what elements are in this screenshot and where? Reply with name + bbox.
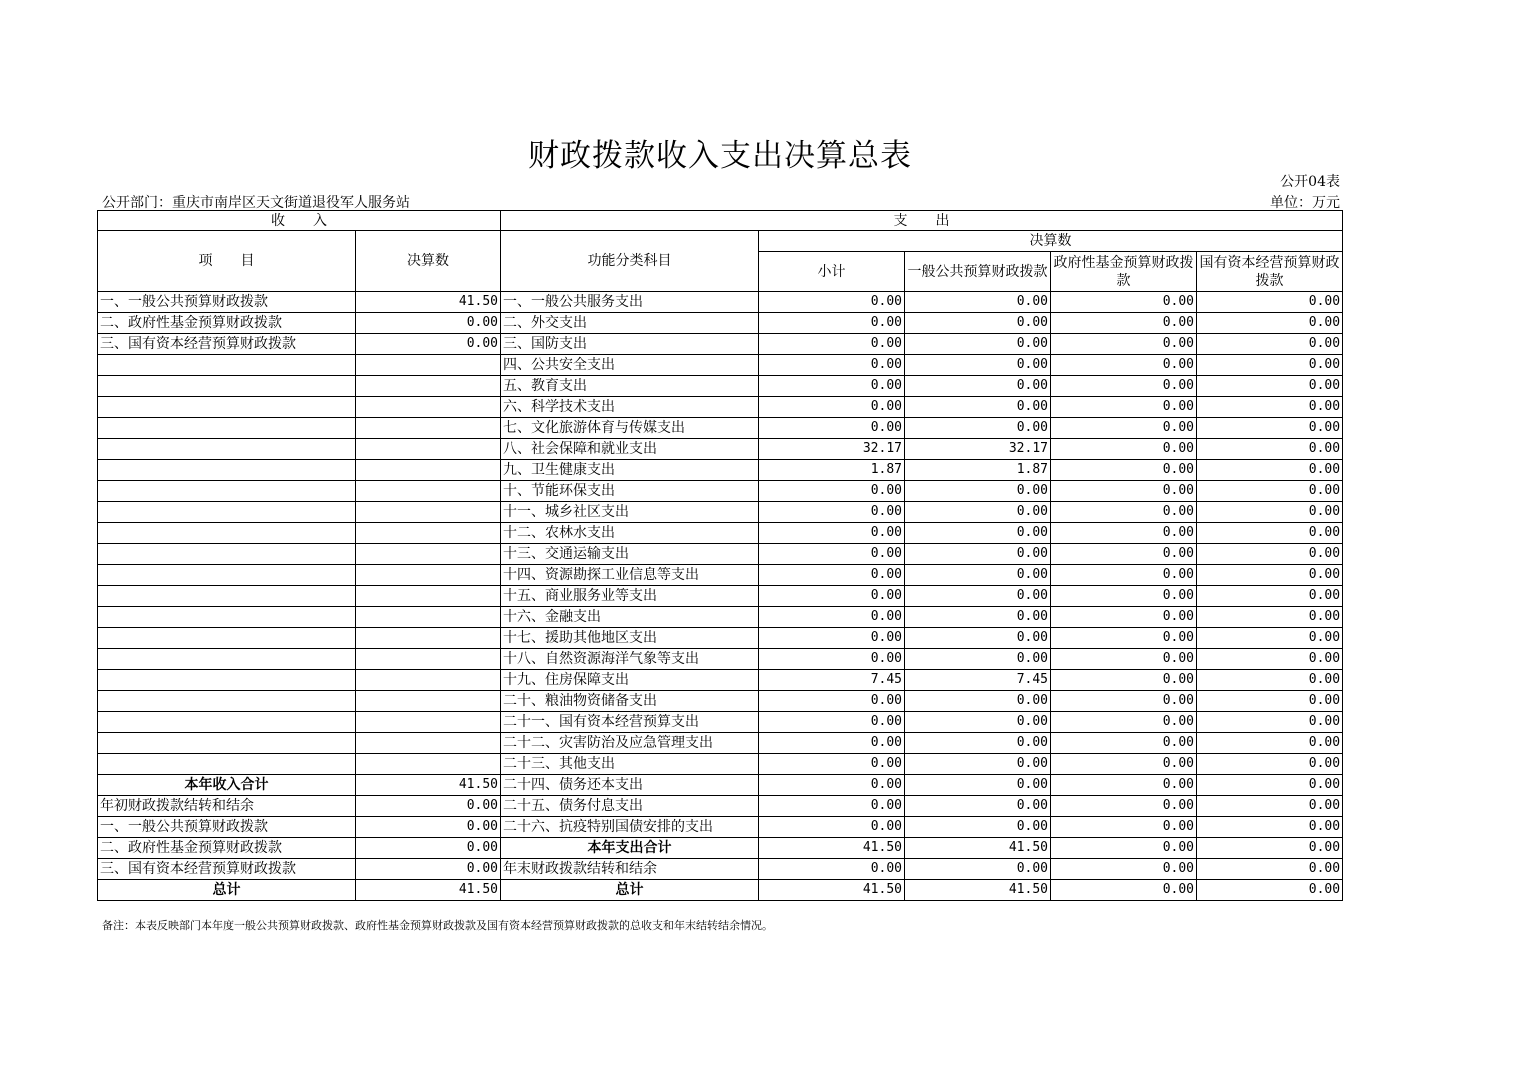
income-amount-cell: 0.00 bbox=[356, 334, 501, 355]
gov-fund-cell: 0.00 bbox=[1051, 775, 1197, 796]
expense-item-cell: 九、卫生健康支出 bbox=[501, 460, 759, 481]
subtotal-cell: 0.00 bbox=[759, 397, 905, 418]
expense-item-cell: 七、文化旅游体育与传媒支出 bbox=[501, 418, 759, 439]
income-amount-cell bbox=[356, 502, 501, 523]
general-budget-cell: 0.00 bbox=[905, 376, 1051, 397]
general-budget-cell: 0.00 bbox=[905, 817, 1051, 838]
subtotal-cell: 41.50 bbox=[759, 838, 905, 859]
subtotal-cell: 0.00 bbox=[759, 586, 905, 607]
state-capital-cell: 0.00 bbox=[1197, 670, 1343, 691]
expense-item-cell: 二十四、债务还本支出 bbox=[501, 775, 759, 796]
gov-fund-cell: 0.00 bbox=[1051, 754, 1197, 775]
income-item-cell bbox=[98, 376, 356, 397]
income-item-cell bbox=[98, 544, 356, 565]
general-budget-header: 一般公共预算财政拨款 bbox=[905, 252, 1051, 292]
gov-fund-cell: 0.00 bbox=[1051, 544, 1197, 565]
subtotal-cell: 0.00 bbox=[759, 565, 905, 586]
table-row bbox=[98, 418, 1343, 439]
subtotal-cell: 0.00 bbox=[759, 628, 905, 649]
gov-fund-cell: 0.00 bbox=[1051, 292, 1197, 313]
income-amount-cell: 41.50 bbox=[356, 775, 501, 796]
state-capital-cell: 0.00 bbox=[1197, 754, 1343, 775]
state-capital-cell: 0.00 bbox=[1197, 481, 1343, 502]
item-header: 项 目 bbox=[98, 231, 356, 292]
state-capital-cell: 0.00 bbox=[1197, 733, 1343, 754]
general-budget-cell: 0.00 bbox=[905, 481, 1051, 502]
expense-item-cell: 十五、商业服务业等支出 bbox=[501, 586, 759, 607]
income-amount-cell bbox=[356, 628, 501, 649]
income-item-cell: 一、一般公共预算财政拨款 bbox=[98, 292, 356, 313]
subtotal-header: 小计 bbox=[759, 252, 905, 292]
general-budget-cell: 0.00 bbox=[905, 733, 1051, 754]
state-capital-cell: 0.00 bbox=[1197, 418, 1343, 439]
table-body bbox=[98, 292, 1343, 901]
income-header: 收 入 bbox=[98, 211, 501, 231]
general-budget-cell: 0.00 bbox=[905, 691, 1051, 712]
expense-item-cell: 十、节能环保支出 bbox=[501, 481, 759, 502]
income-item-cell: 本年收入合计 bbox=[98, 775, 356, 796]
expense-item-cell: 二十五、债务付息支出 bbox=[501, 796, 759, 817]
state-capital-cell: 0.00 bbox=[1197, 817, 1343, 838]
state-capital-cell: 0.00 bbox=[1197, 607, 1343, 628]
general-budget-cell: 0.00 bbox=[905, 544, 1051, 565]
table-row bbox=[98, 355, 1343, 376]
subtotal-cell: 0.00 bbox=[759, 334, 905, 355]
gov-fund-cell: 0.00 bbox=[1051, 670, 1197, 691]
expense-item-cell: 二十三、其他支出 bbox=[501, 754, 759, 775]
expense-item-cell: 二、外交支出 bbox=[501, 313, 759, 334]
footnote: 备注：本表反映部门本年度一般公共预算财政拨款、政府性基金预算财政拨款及国有资本经营预算财政拨款的总收支和年末结转结余情况。 bbox=[102, 919, 773, 932]
state-capital-cell: 0.00 bbox=[1197, 313, 1343, 334]
table-row bbox=[98, 460, 1343, 481]
gov-fund-cell: 0.00 bbox=[1051, 418, 1197, 439]
state-capital-cell: 0.00 bbox=[1197, 628, 1343, 649]
gov-fund-cell: 0.00 bbox=[1051, 607, 1197, 628]
income-item-cell bbox=[98, 355, 356, 376]
income-amount-cell bbox=[356, 670, 501, 691]
expense-item-cell: 三、国防支出 bbox=[501, 334, 759, 355]
general-budget-cell: 7.45 bbox=[905, 670, 1051, 691]
table-row bbox=[98, 817, 1343, 838]
income-amount-cell bbox=[356, 544, 501, 565]
expense-item-cell: 二十六、抗疫特别国债安排的支出 bbox=[501, 817, 759, 838]
general-budget-cell: 0.00 bbox=[905, 334, 1051, 355]
subtotal-cell: 0.00 bbox=[759, 418, 905, 439]
income-amount-cell bbox=[356, 460, 501, 481]
general-budget-cell: 0.00 bbox=[905, 607, 1051, 628]
table-row bbox=[98, 691, 1343, 712]
table-row bbox=[98, 481, 1343, 502]
general-budget-cell: 0.00 bbox=[905, 649, 1051, 670]
general-budget-cell: 0.00 bbox=[905, 565, 1051, 586]
general-budget-cell: 0.00 bbox=[905, 796, 1051, 817]
subtotal-cell: 1.87 bbox=[759, 460, 905, 481]
income-amount-cell bbox=[356, 586, 501, 607]
subtotal-cell: 0.00 bbox=[759, 775, 905, 796]
subtotal-cell: 0.00 bbox=[759, 523, 905, 544]
expense-item-cell: 四、公共安全支出 bbox=[501, 355, 759, 376]
state-capital-cell: 0.00 bbox=[1197, 334, 1343, 355]
general-budget-cell: 0.00 bbox=[905, 313, 1051, 334]
amount-header: 决算数 bbox=[356, 231, 501, 292]
subtotal-cell: 0.00 bbox=[759, 355, 905, 376]
income-amount-cell: 41.50 bbox=[356, 880, 501, 901]
budget-table bbox=[97, 210, 1343, 901]
table-row bbox=[98, 838, 1343, 859]
expense-item-cell: 总计 bbox=[501, 880, 759, 901]
state-capital-cell: 0.00 bbox=[1197, 376, 1343, 397]
expense-item-cell: 本年支出合计 bbox=[501, 838, 759, 859]
subtotal-cell: 0.00 bbox=[759, 817, 905, 838]
subtotal-cell: 0.00 bbox=[759, 691, 905, 712]
income-item-cell bbox=[98, 649, 356, 670]
table-row bbox=[98, 712, 1343, 733]
income-amount-cell bbox=[356, 607, 501, 628]
state-capital-header: 国有资本经营预算财政拨款 bbox=[1197, 252, 1343, 292]
table-row bbox=[98, 649, 1343, 670]
expense-item-cell: 五、教育支出 bbox=[501, 376, 759, 397]
state-capital-cell: 0.00 bbox=[1197, 439, 1343, 460]
gov-fund-cell: 0.00 bbox=[1051, 859, 1197, 880]
gov-fund-cell: 0.00 bbox=[1051, 880, 1197, 901]
expense-item-cell: 六、科学技术支出 bbox=[501, 397, 759, 418]
subtotal-cell: 41.50 bbox=[759, 880, 905, 901]
subtotal-cell: 0.00 bbox=[759, 754, 905, 775]
table-row bbox=[98, 439, 1343, 460]
income-amount-cell bbox=[356, 376, 501, 397]
subtotal-cell: 0.00 bbox=[759, 607, 905, 628]
expense-item-cell: 十一、城乡社区支出 bbox=[501, 502, 759, 523]
expense-item-cell: 十四、资源勘探工业信息等支出 bbox=[501, 565, 759, 586]
subtotal-cell: 7.45 bbox=[759, 670, 905, 691]
income-amount-cell bbox=[356, 439, 501, 460]
state-capital-cell: 0.00 bbox=[1197, 775, 1343, 796]
gov-fund-header: 政府性基金预算财政拨款 bbox=[1051, 252, 1197, 292]
general-budget-cell: 0.00 bbox=[905, 859, 1051, 880]
general-budget-cell: 0.00 bbox=[905, 712, 1051, 733]
state-capital-cell: 0.00 bbox=[1197, 523, 1343, 544]
gov-fund-cell: 0.00 bbox=[1051, 817, 1197, 838]
subtotal-cell: 32.17 bbox=[759, 439, 905, 460]
income-amount-cell bbox=[356, 355, 501, 376]
income-item-cell bbox=[98, 733, 356, 754]
gov-fund-cell: 0.00 bbox=[1051, 838, 1197, 859]
table-row bbox=[98, 733, 1343, 754]
subtotal-cell: 0.00 bbox=[759, 796, 905, 817]
gov-fund-cell: 0.00 bbox=[1051, 502, 1197, 523]
income-item-cell bbox=[98, 397, 356, 418]
income-amount-cell bbox=[356, 712, 501, 733]
income-item-cell bbox=[98, 712, 356, 733]
income-item-cell bbox=[98, 754, 356, 775]
income-item-cell: 二、政府性基金预算财政拨款 bbox=[98, 838, 356, 859]
form-number: 公开04表 bbox=[1280, 174, 1340, 190]
gov-fund-cell: 0.00 bbox=[1051, 586, 1197, 607]
general-budget-cell: 32.17 bbox=[905, 439, 1051, 460]
general-budget-cell: 41.50 bbox=[905, 880, 1051, 901]
gov-fund-cell: 0.00 bbox=[1051, 355, 1197, 376]
expense-header: 支 出 bbox=[501, 211, 1343, 231]
income-item-cell bbox=[98, 481, 356, 502]
income-item-cell: 年初财政拨款结转和结余 bbox=[98, 796, 356, 817]
state-capital-cell: 0.00 bbox=[1197, 502, 1343, 523]
subtotal-cell: 0.00 bbox=[759, 376, 905, 397]
expense-item-cell: 十八、自然资源海洋气象等支出 bbox=[501, 649, 759, 670]
table-row bbox=[98, 607, 1343, 628]
gov-fund-cell: 0.00 bbox=[1051, 334, 1197, 355]
income-amount-cell bbox=[356, 397, 501, 418]
income-amount-cell: 0.00 bbox=[356, 796, 501, 817]
expense-item-cell: 二十一、国有资本经营预算支出 bbox=[501, 712, 759, 733]
gov-fund-cell: 0.00 bbox=[1051, 376, 1197, 397]
gov-fund-cell: 0.00 bbox=[1051, 523, 1197, 544]
table-row bbox=[98, 628, 1343, 649]
income-amount-cell bbox=[356, 754, 501, 775]
income-amount-cell: 41.50 bbox=[356, 292, 501, 313]
income-item-cell bbox=[98, 523, 356, 544]
expense-item-cell: 一、一般公共服务支出 bbox=[501, 292, 759, 313]
gov-fund-cell: 0.00 bbox=[1051, 712, 1197, 733]
table-row bbox=[98, 502, 1343, 523]
state-capital-cell: 0.00 bbox=[1197, 460, 1343, 481]
table-row bbox=[98, 334, 1343, 355]
table-row bbox=[98, 376, 1343, 397]
function-subject-header: 功能分类科目 bbox=[501, 231, 759, 292]
general-budget-cell: 41.50 bbox=[905, 838, 1051, 859]
expense-item-cell: 十二、农林水支出 bbox=[501, 523, 759, 544]
gov-fund-cell: 0.00 bbox=[1051, 460, 1197, 481]
general-budget-cell: 0.00 bbox=[905, 418, 1051, 439]
general-budget-cell: 0.00 bbox=[905, 502, 1051, 523]
table-row bbox=[98, 292, 1343, 313]
subtotal-cell: 0.00 bbox=[759, 649, 905, 670]
income-item-cell bbox=[98, 691, 356, 712]
subtotal-cell: 0.00 bbox=[759, 313, 905, 334]
gov-fund-cell: 0.00 bbox=[1051, 796, 1197, 817]
state-capital-cell: 0.00 bbox=[1197, 880, 1343, 901]
subtotal-cell: 0.00 bbox=[759, 481, 905, 502]
page-title: 财政拨款收入支出决算总表 bbox=[528, 138, 912, 174]
expense-item-cell: 二十、粮油物资储备支出 bbox=[501, 691, 759, 712]
state-capital-cell: 0.00 bbox=[1197, 544, 1343, 565]
income-amount-cell bbox=[356, 649, 501, 670]
general-budget-cell: 0.00 bbox=[905, 523, 1051, 544]
table-row bbox=[98, 880, 1343, 901]
state-capital-cell: 0.00 bbox=[1197, 397, 1343, 418]
income-item-cell bbox=[98, 628, 356, 649]
income-item-cell bbox=[98, 502, 356, 523]
general-budget-cell: 0.00 bbox=[905, 292, 1051, 313]
table-row bbox=[98, 796, 1343, 817]
income-item-cell: 一、一般公共预算财政拨款 bbox=[98, 817, 356, 838]
table-row bbox=[98, 313, 1343, 334]
department-label: 公开部门：重庆市南岸区天文街道退役军人服务站 bbox=[102, 195, 410, 211]
gov-fund-cell: 0.00 bbox=[1051, 481, 1197, 502]
state-capital-cell: 0.00 bbox=[1197, 859, 1343, 880]
state-capital-cell: 0.00 bbox=[1197, 565, 1343, 586]
subtotal-cell: 0.00 bbox=[759, 859, 905, 880]
income-amount-cell: 0.00 bbox=[356, 313, 501, 334]
subtotal-cell: 0.00 bbox=[759, 733, 905, 754]
income-item-cell bbox=[98, 565, 356, 586]
gov-fund-cell: 0.00 bbox=[1051, 649, 1197, 670]
income-amount-cell bbox=[356, 565, 501, 586]
gov-fund-cell: 0.00 bbox=[1051, 733, 1197, 754]
income-amount-cell: 0.00 bbox=[356, 817, 501, 838]
general-budget-cell: 0.00 bbox=[905, 628, 1051, 649]
expense-item-cell: 十九、住房保障支出 bbox=[501, 670, 759, 691]
table-row bbox=[98, 397, 1343, 418]
gov-fund-cell: 0.00 bbox=[1051, 691, 1197, 712]
income-item-cell: 二、政府性基金预算财政拨款 bbox=[98, 313, 356, 334]
income-item-cell: 三、国有资本经营预算财政拨款 bbox=[98, 859, 356, 880]
income-amount-cell: 0.00 bbox=[356, 838, 501, 859]
income-item-cell bbox=[98, 439, 356, 460]
income-amount-cell bbox=[356, 691, 501, 712]
table-row bbox=[98, 670, 1343, 691]
state-capital-cell: 0.00 bbox=[1197, 292, 1343, 313]
final-total-header: 决算数 bbox=[759, 231, 1343, 252]
subtotal-cell: 0.00 bbox=[759, 544, 905, 565]
gov-fund-cell: 0.00 bbox=[1051, 397, 1197, 418]
state-capital-cell: 0.00 bbox=[1197, 355, 1343, 376]
table-row bbox=[98, 775, 1343, 796]
state-capital-cell: 0.00 bbox=[1197, 649, 1343, 670]
table-row bbox=[98, 523, 1343, 544]
expense-item-cell: 二十二、灾害防治及应急管理支出 bbox=[501, 733, 759, 754]
table-row bbox=[98, 754, 1343, 775]
income-item-cell bbox=[98, 460, 356, 481]
expense-item-cell: 十七、援助其他地区支出 bbox=[501, 628, 759, 649]
income-amount-cell: 0.00 bbox=[356, 859, 501, 880]
expense-item-cell: 十三、交通运输支出 bbox=[501, 544, 759, 565]
income-item-cell bbox=[98, 586, 356, 607]
general-budget-cell: 0.00 bbox=[905, 775, 1051, 796]
income-item-cell: 总计 bbox=[98, 880, 356, 901]
income-item-cell bbox=[98, 670, 356, 691]
state-capital-cell: 0.00 bbox=[1197, 691, 1343, 712]
table-row bbox=[98, 565, 1343, 586]
table-row bbox=[98, 859, 1343, 880]
table-row bbox=[98, 586, 1343, 607]
income-amount-cell bbox=[356, 481, 501, 502]
general-budget-cell: 1.87 bbox=[905, 460, 1051, 481]
general-budget-cell: 0.00 bbox=[905, 397, 1051, 418]
unit-label: 单位：万元 bbox=[1270, 195, 1340, 211]
income-item-cell bbox=[98, 418, 356, 439]
general-budget-cell: 0.00 bbox=[905, 754, 1051, 775]
state-capital-cell: 0.00 bbox=[1197, 796, 1343, 817]
gov-fund-cell: 0.00 bbox=[1051, 628, 1197, 649]
gov-fund-cell: 0.00 bbox=[1051, 313, 1197, 334]
subtotal-cell: 0.00 bbox=[759, 712, 905, 733]
income-item-cell bbox=[98, 607, 356, 628]
general-budget-cell: 0.00 bbox=[905, 586, 1051, 607]
state-capital-cell: 0.00 bbox=[1197, 712, 1343, 733]
subtotal-cell: 0.00 bbox=[759, 502, 905, 523]
income-amount-cell bbox=[356, 418, 501, 439]
general-budget-cell: 0.00 bbox=[905, 355, 1051, 376]
subtotal-cell: 0.00 bbox=[759, 292, 905, 313]
state-capital-cell: 0.00 bbox=[1197, 586, 1343, 607]
expense-item-cell: 年末财政拨款结转和结余 bbox=[501, 859, 759, 880]
gov-fund-cell: 0.00 bbox=[1051, 439, 1197, 460]
expense-item-cell: 十六、金融支出 bbox=[501, 607, 759, 628]
table-row bbox=[98, 544, 1343, 565]
income-amount-cell bbox=[356, 733, 501, 754]
state-capital-cell: 0.00 bbox=[1197, 838, 1343, 859]
income-item-cell: 三、国有资本经营预算财政拨款 bbox=[98, 334, 356, 355]
expense-item-cell: 八、社会保障和就业支出 bbox=[501, 439, 759, 460]
income-amount-cell bbox=[356, 523, 501, 544]
gov-fund-cell: 0.00 bbox=[1051, 565, 1197, 586]
